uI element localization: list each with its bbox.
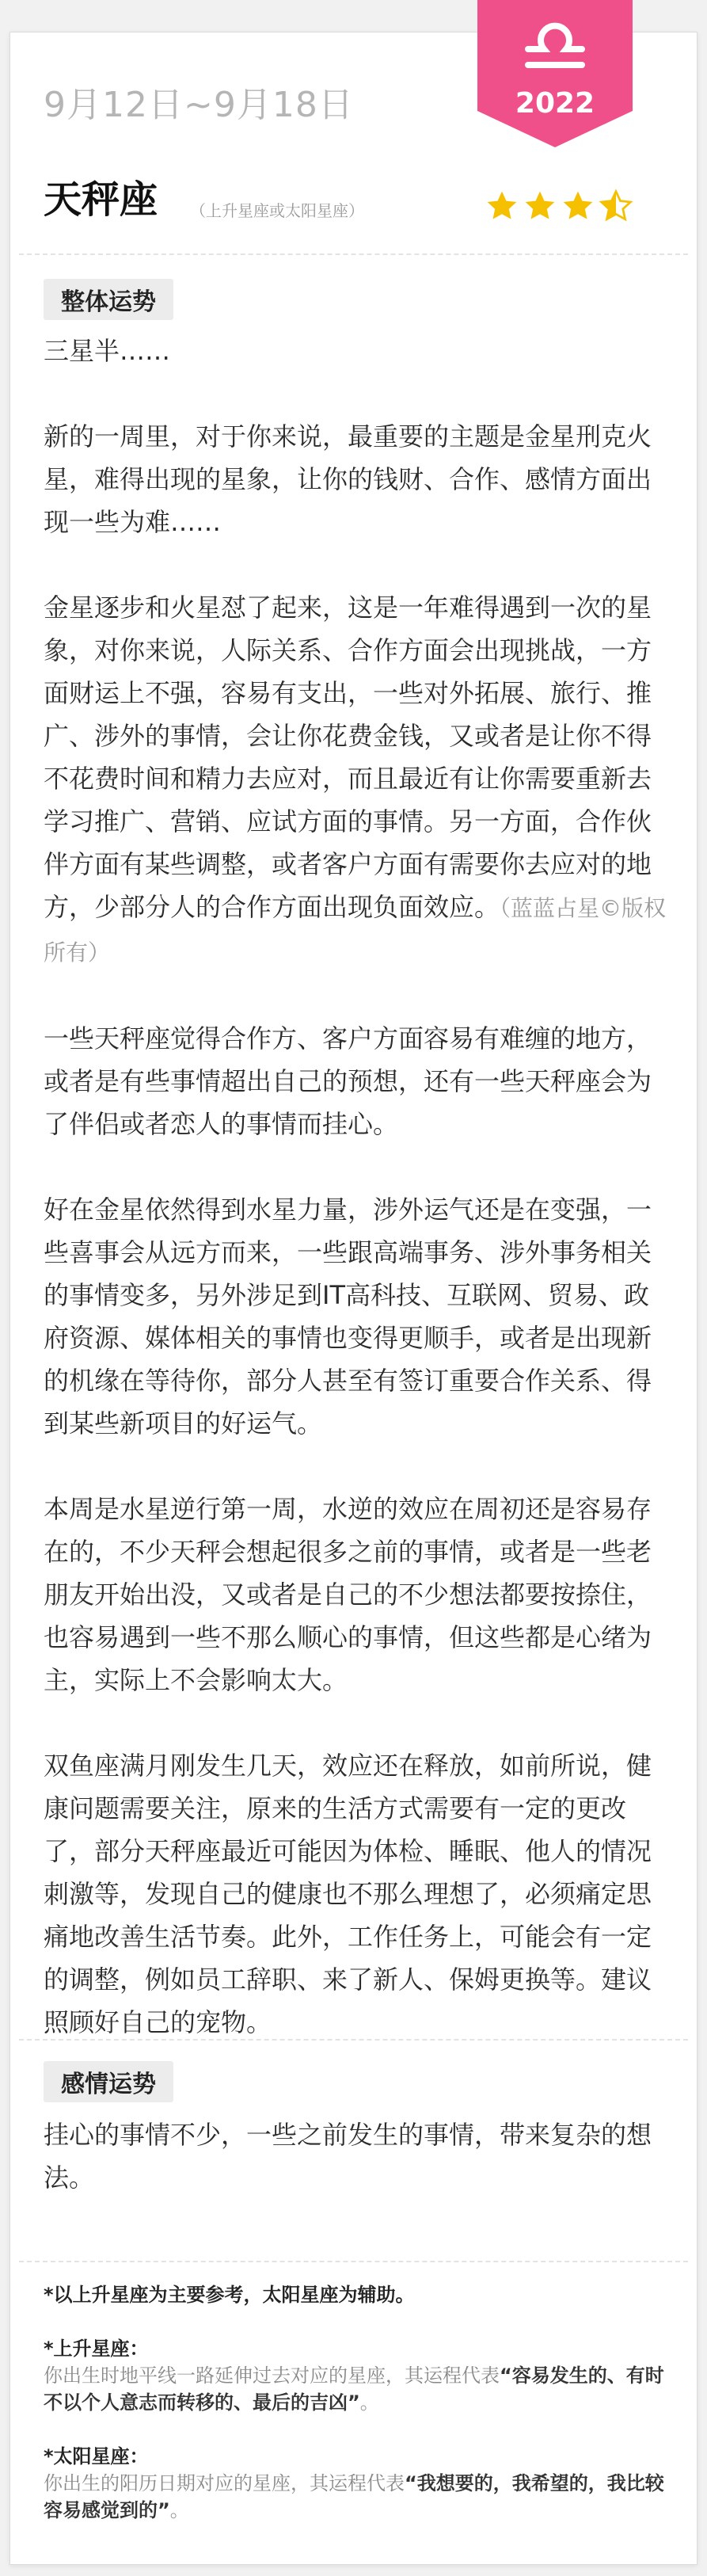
year-badge (477, 0, 633, 147)
divider (19, 253, 688, 257)
overall-fortune-tag: 整体运势 (44, 279, 173, 320)
paragraph (44, 586, 669, 974)
footnote-sun (44, 2443, 669, 2524)
footnote-sun-desc: 你出生的阳历日期对应的星座，其运程代表 (44, 2472, 405, 2494)
star-rating (485, 189, 633, 227)
footnote-rising-desc: 你出生时地平线一路延伸过去对应的星座，其运程代表 (44, 2365, 500, 2387)
copyright-note: （蓝蓝占星©版权所有） (44, 895, 667, 966)
paragraph: 好在金星依然得到水星力量，涉外运气还是在变强，一些喜事会从远方而来，一些跟高端事务、涉外事务相关的事情变多，另外涉足到IT高科技、互联网、贸易、政府资源、媒体相关的事情也变得更顺手，或者是出现新的机缘在等待你，部分人甚至有签订重要合作关系、得到某些新项目的好运气。 (44, 1195, 652, 1439)
star-half-icon (599, 189, 633, 223)
footnotes (44, 2281, 669, 2551)
libra-symbol-icon (477, 0, 633, 147)
love-fortune-text (44, 2113, 669, 2199)
paragraph: 挂心的事情不少，一些之前发生的事情，带来复杂的想法。 (44, 2120, 652, 2193)
overall-fortune-text (44, 330, 669, 2044)
divider (19, 2039, 688, 2042)
paragraph: 三星半…… (44, 336, 171, 366)
footnote-rising-head: *上升星座： (44, 2338, 149, 2360)
star-full-icon (485, 189, 519, 223)
footnote-sun-head: *太阳星座： (44, 2445, 149, 2467)
sign-subtitle: （上升星座或太阳星座） (190, 201, 364, 220)
paragraph: 一些天秤座觉得合作方、客户方面容易有难缠的地方，或者是有些事情超出自己的预想，还有一些天秤座会为了伴侣或者恋人的事情而挂心。 (44, 1023, 652, 1139)
footnote-rising-end: 。 (359, 2391, 379, 2414)
paragraph: 本周是水星逆行第一周，水逆的效应在周初还是容易存在的，不少天秤会想起很多之前的事情，或者是一些老朋友开始出没，又或者是自己的不少想法都要按捺住，也容易遇到一些不那么顺心的事情，但这些都是心绪为主，实际上不会影响太大。 (44, 1494, 652, 1695)
footnote-main: *以上升星座为主要参考，太阳星座为辅助。 (44, 2284, 415, 2306)
paragraph-text: 金星逐步和火星怼了起来，这是一年难得遇到一次的星象，对你来说，人际关系、合作方面会出现挑战，一方面财运上不强，容易有支出，一些对外拓展、旅行、推广、涉外的事情，会让你花费金钱，又或者是让你不得不花费时间和精力去应对，而且最近有让你需要重新去学习推广、营销、应试方面的事情。另一方面，合作伙伴方面有某些调整，或者客户方面有需要你去应对的地方，少部分人的合作方面出现负面效应。 (44, 593, 652, 922)
star-full-icon (523, 189, 557, 223)
footnote-sun-end: 。 (169, 2499, 189, 2521)
footnote-sun-quote: “我想要的，我希望的，我比较容易感觉到的” (44, 2472, 664, 2521)
star-full-icon (561, 189, 595, 223)
badge-year: 2022 (515, 87, 595, 120)
paragraph: 双鱼座满月刚发生几天，效应还在释放，如前所说，健康问题需要关注，原来的生活方式需要有一定的更改了，部分天秤座最近可能因为体检、睡眠、他人的情况刺激等，发现自己的健康也不那么理想了，必须痛定思痛地改善生活节奏。此外，工作任务上，可能会有一定的调整，例如员工辞职、来了新人、保姆更换等。建议照顾好自己的宠物。 (44, 1751, 652, 2037)
sign-title: 天秤座 (44, 177, 158, 222)
paragraph: 新的一周里，对于你来说，最重要的主题是金星刑克火星，难得出现的星象，让你的钱财、合作、感情方面出现一些为难…… (44, 421, 652, 537)
love-fortune-tag: 感情运势 (44, 2061, 173, 2102)
footnote-rising (44, 2335, 669, 2416)
footnote-rising-quote: “容易发生的、有时不以个人意志而转移的、最后的吉凶” (44, 2365, 664, 2414)
date-range: 9月12日~9月18日 (44, 85, 354, 125)
divider (19, 2261, 688, 2264)
